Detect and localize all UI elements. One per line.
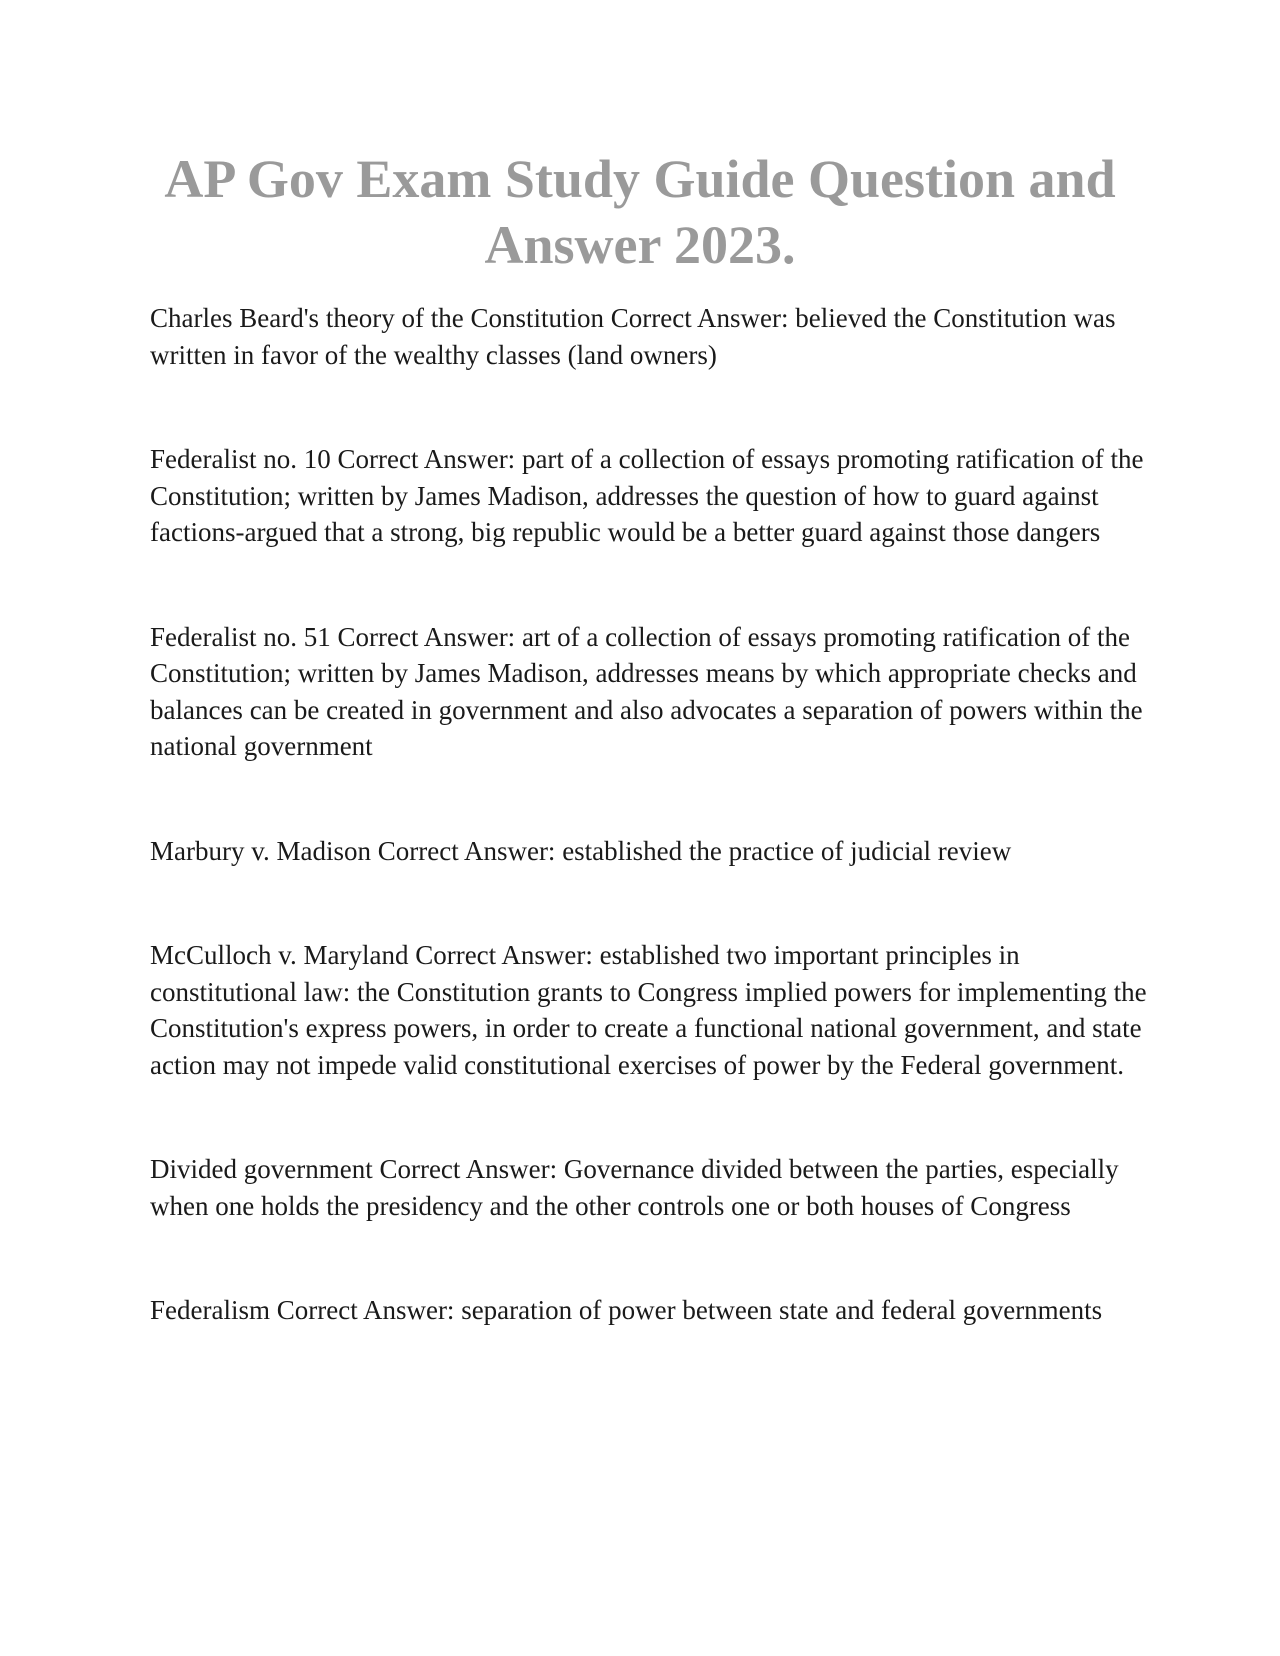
qa-item [150,619,1150,765]
qa-answer: believed the Constitution was written in favor of the wealthy classes (land owners) [150,303,1116,370]
qa-answer: part of a collection of essays promoting ratification of the Constitution; written by James Madison, addresses the question of how to guard against factions-argued that a strong, big republic would be a better guard against those dangers [150,444,1144,547]
qa-answer-label: Correct Answer: [379,1154,558,1184]
qa-answer: established the practice of judicial review [562,835,1012,866]
qa-answer: established two important principles in constitutional law: the Constitution grants to Congress implied powers for implementing the Constitution's express powers, in order to create a functional national government, and state action may not impede valid constitutional exercises of power by the Federal government. [150,940,1147,1080]
qa-item [150,937,1150,1083]
qa-item [150,1151,1150,1224]
qa-term: Charles Beard's theory of the Constitution [150,303,605,333]
qa-answer-label: Correct Answer: [377,835,556,866]
qa-answer-label: Correct Answer: [276,1295,455,1325]
qa-answer: separation of power between state and federal governments [461,1295,1103,1325]
document-title: AP Gov Exam Study Guide Question and Answer 2023. [164,149,1116,275]
qa-item [150,441,1150,551]
qa-answer-label: Correct Answer: [337,444,516,474]
qa-answer: Governance divided between the parties, especially when one holds the presidency and the other controls one or both houses of Congress [150,1154,1119,1221]
qa-answer-label: Correct Answer: [610,303,789,333]
qa-item [150,1292,1150,1329]
qa-term: Federalist no. 10 [150,444,331,474]
qa-answer-label: Correct Answer: [415,940,593,970]
qa-term: Federalist no. 51 [150,621,331,652]
qa-list [150,300,1150,1397]
qa-term: Marbury v. Madison [150,835,371,866]
qa-answer-label: Correct Answer: [337,621,516,652]
qa-term: McCulloch v. Maryland [150,940,409,970]
qa-item [150,833,1150,870]
qa-term: Federalism [150,1295,270,1325]
qa-answer: art of a collection of essays promoting ratification of the Constitution; written by James Madison, addresses means by which appropriate checks and balances can be created in government and also advocates a separation of powers within the national government [150,621,1143,761]
qa-item [150,300,1150,373]
qa-term: Divided government [150,1154,373,1184]
